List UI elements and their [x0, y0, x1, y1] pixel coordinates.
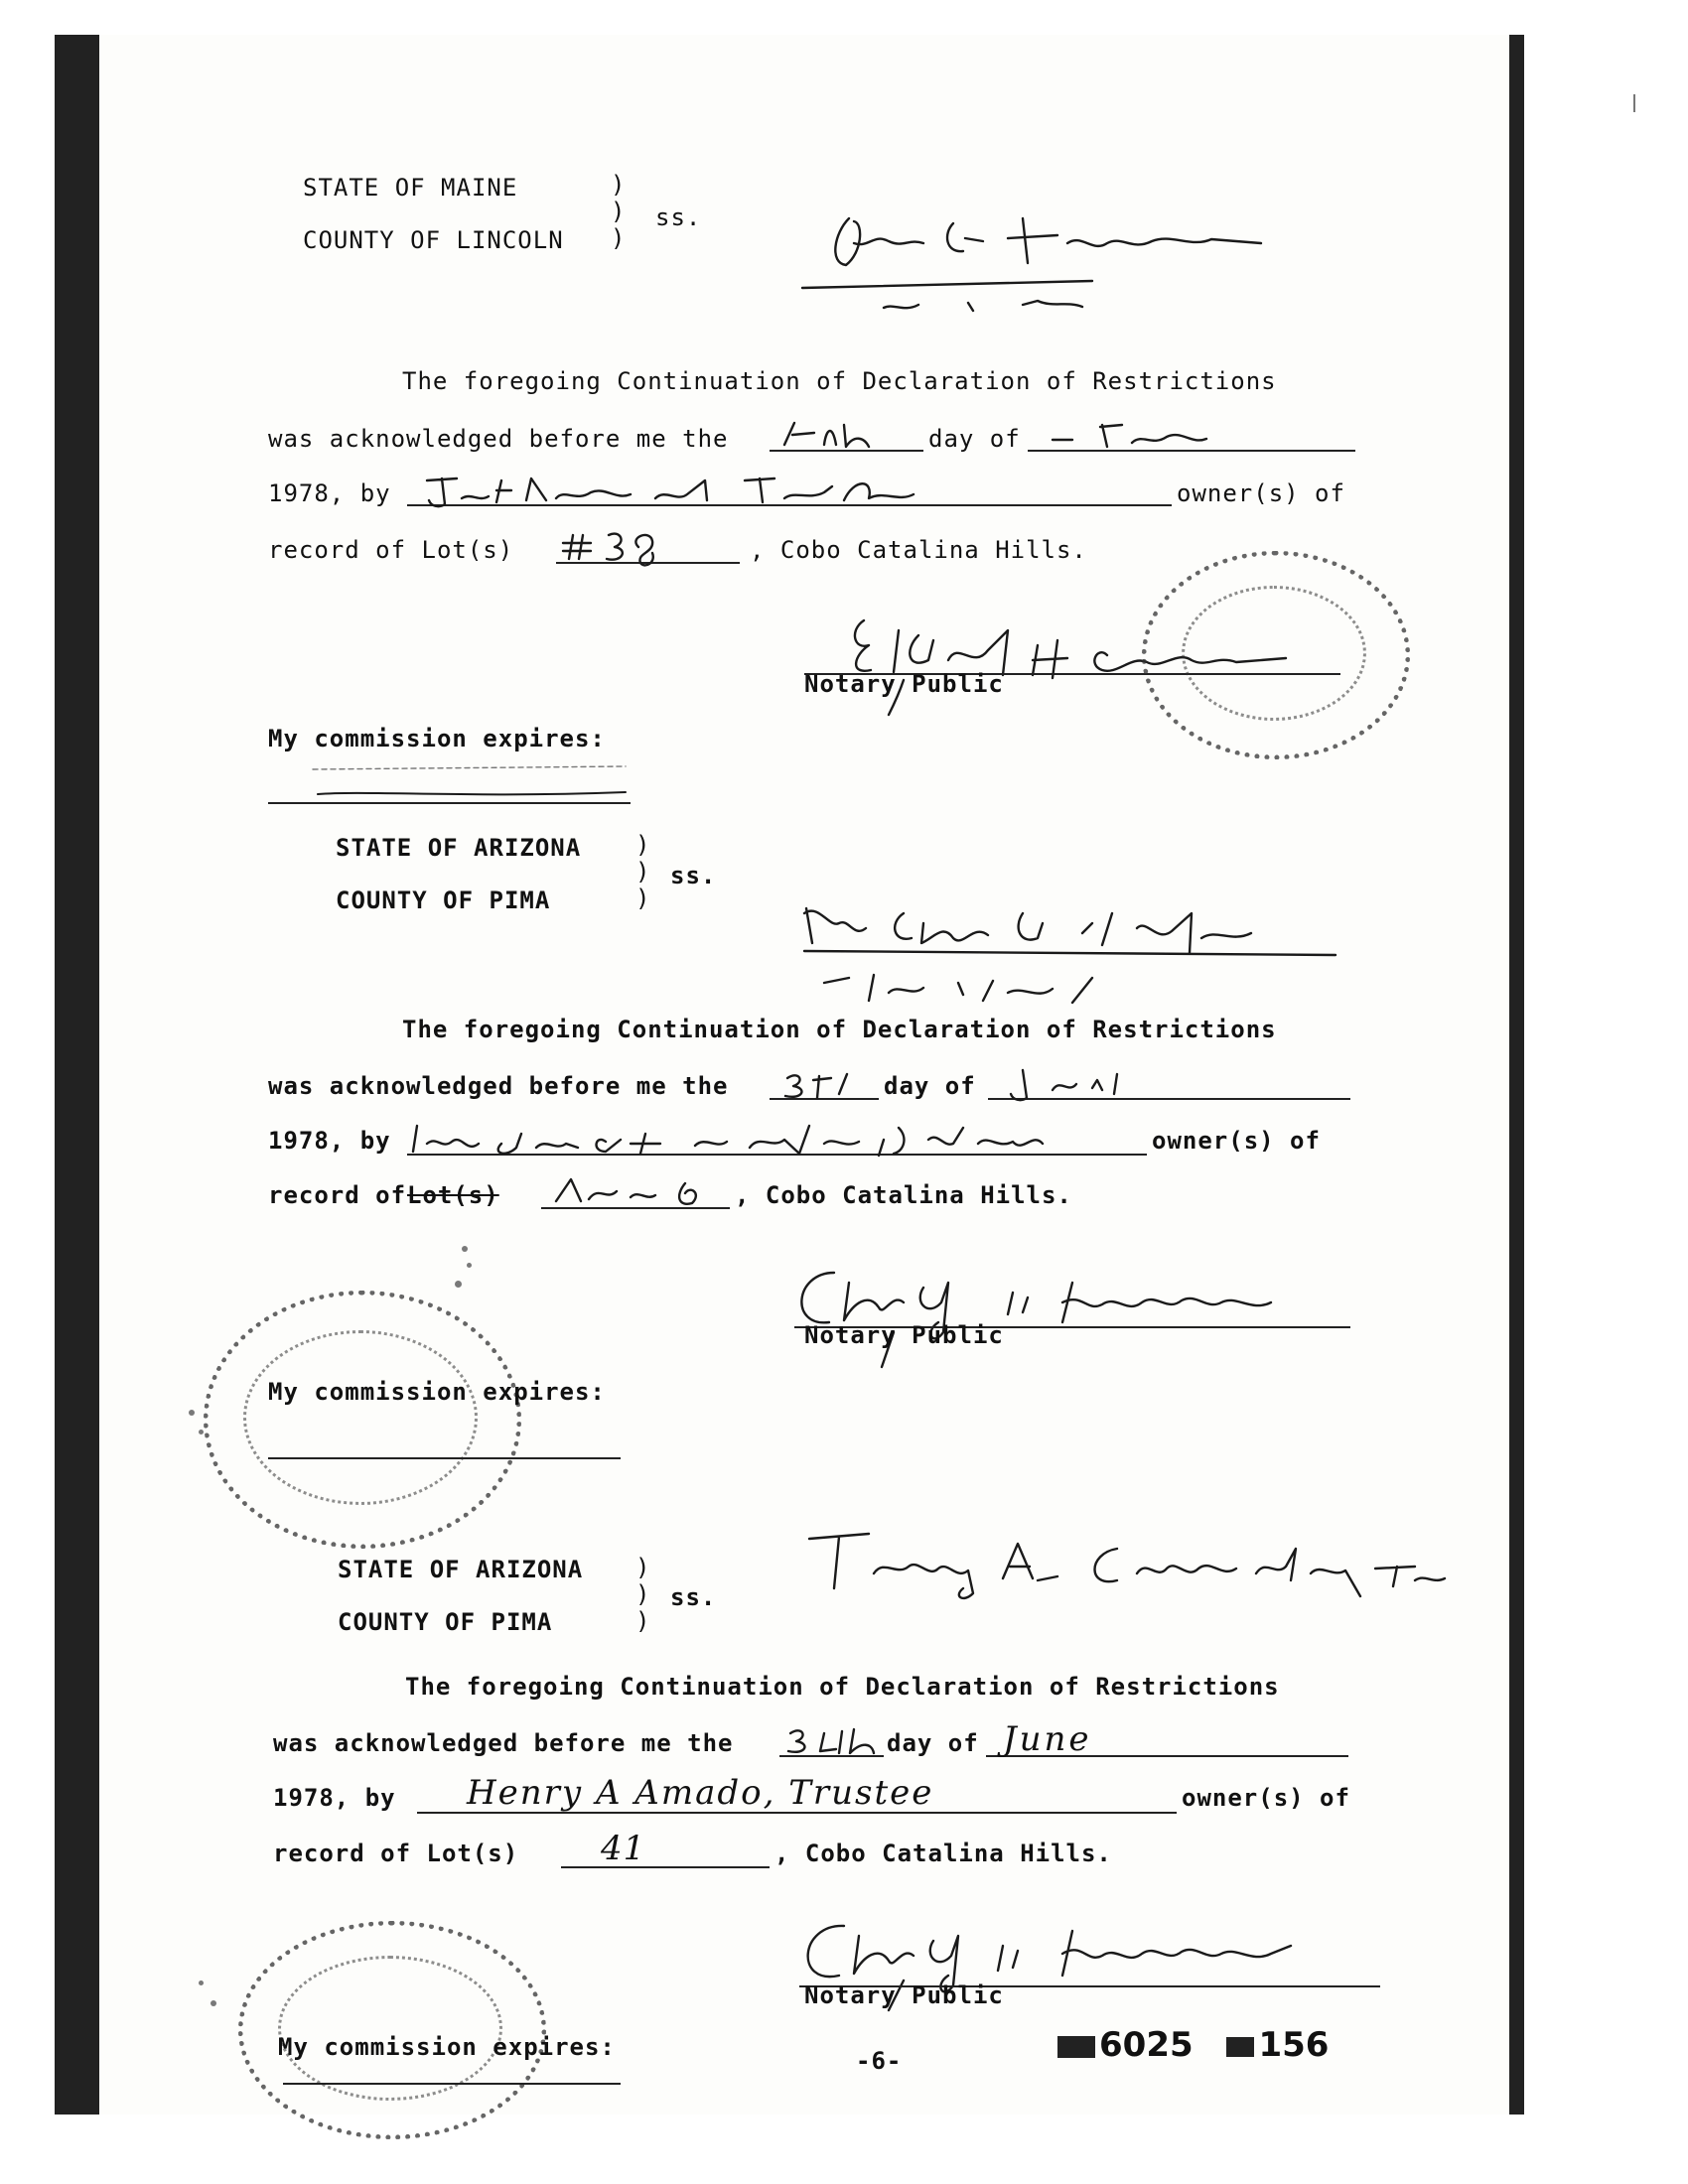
page-reference: 156	[1258, 2025, 1330, 2065]
handwritten-lot	[561, 523, 680, 568]
seal-speck	[189, 1410, 195, 1416]
bracket: ) ) )	[611, 171, 626, 252]
seal-speck	[462, 1246, 468, 1252]
handwritten-names-3: Henry A Amado, Trustee	[467, 1773, 934, 1813]
block3-owner: owner(s) of	[1182, 1784, 1350, 1812]
block2-year-by: 1978, by	[268, 1127, 391, 1155]
notary-1-label: Notary Public	[804, 670, 1004, 698]
block3-year-by: 1978, by	[273, 1784, 396, 1812]
footer-commission-line	[283, 2083, 621, 2085]
notary-seal-3-inner	[278, 1956, 502, 2101]
county-pima-1: COUNTY OF PIMA	[336, 887, 551, 914]
block1-line1: The foregoing Continuation of Declaration of Restrictions	[402, 367, 1277, 395]
block3-subdivision: , Cobo Catalina Hills.	[774, 1840, 1112, 1867]
block1-subdivision: , Cobo Catalina Hills.	[750, 536, 1087, 564]
page-number: -6-	[856, 2047, 903, 2075]
seal-speck	[199, 1430, 204, 1434]
block2-day-of: day of	[884, 1072, 976, 1100]
seal-speck	[467, 1263, 472, 1268]
signature-notary-2	[774, 1253, 1350, 1372]
handwritten-month-2	[1003, 1060, 1182, 1105]
signature-owners-arizona-1	[794, 884, 1350, 1013]
handwritten-day-3	[784, 1719, 894, 1759]
notary-3-label: Notary Public	[804, 1981, 1004, 2009]
handwritten-month	[1043, 415, 1241, 455]
signature-owner-amado	[789, 1519, 1465, 1608]
block3-commission-line	[268, 1457, 621, 1459]
block3-day-of: day of	[887, 1729, 979, 1757]
block2-record-prefix: record of	[268, 1181, 407, 1209]
block2-struck-lot: Lot(s)	[407, 1181, 499, 1209]
block1-year-by: 1978, by	[268, 479, 391, 507]
block1-ack-prefix: was acknowledged before me the	[268, 425, 729, 453]
handwritten-lot-2	[551, 1171, 730, 1211]
ss-label: ss.	[670, 862, 717, 889]
book-marker	[1057, 2025, 1329, 2065]
block3-lot-field	[561, 1866, 770, 1868]
ss-label: ss.	[670, 1583, 717, 1611]
county-lincoln: COUNTY OF LINCOLN	[303, 226, 564, 254]
block1-owner: owner(s) of	[1177, 479, 1345, 507]
commission-1-faint-text	[308, 754, 635, 804]
seal-speck	[211, 2000, 216, 2006]
notary-seal-1-inner	[1182, 586, 1366, 721]
block2-line1: The foregoing Continuation of Declaration of Restrictions	[402, 1016, 1277, 1043]
seal-speck	[455, 1281, 462, 1288]
book-stamp-mark	[1057, 2036, 1095, 2058]
handwritten-names-2	[407, 1114, 1152, 1161]
state-maine: STATE OF MAINE	[303, 174, 518, 202]
block3-commission: My commission expires:	[268, 1378, 606, 1406]
handwritten-month-3: June	[1003, 1719, 1092, 1759]
bracket: ) ) )	[635, 1554, 650, 1635]
state-arizona-1: STATE OF ARIZONA	[336, 834, 582, 862]
county-pima-2: COUNTY OF PIMA	[338, 1608, 553, 1636]
book-number: 6025	[1099, 2025, 1194, 2065]
block1-commission: My commission expires:	[268, 725, 606, 752]
block1-day-of: day of	[928, 425, 1021, 453]
signature-owner-hartman	[794, 194, 1331, 333]
block3-ack-prefix: was acknowledged before me the	[273, 1729, 734, 1757]
handwritten-day-2	[779, 1064, 879, 1104]
footer-commission: My commission expires:	[278, 2033, 616, 2061]
notary-2-label: Notary Public	[804, 1321, 1004, 1349]
ss-label: ss.	[655, 204, 702, 231]
block2-owner: owner(s) of	[1152, 1127, 1321, 1155]
block2-subdivision: , Cobo Catalina Hills.	[735, 1181, 1072, 1209]
state-arizona-2: STATE OF ARIZONA	[338, 1556, 584, 1583]
block2-ack-prefix: was acknowledged before me the	[268, 1072, 729, 1100]
seal-speck	[199, 1980, 204, 1985]
handwritten-lot-3: 41	[601, 1829, 646, 1868]
handwritten-names	[417, 469, 1013, 513]
notary-seal-2-inner	[243, 1330, 478, 1505]
block3-record-prefix: record of Lot(s)	[273, 1840, 519, 1867]
handwritten-day	[774, 415, 923, 455]
scan-artifact	[1633, 94, 1635, 112]
block3-line1: The foregoing Continuation of Declaration of Restrictions	[405, 1673, 1280, 1701]
bracket: ) ) )	[635, 831, 650, 912]
page-stamp-mark	[1226, 2037, 1254, 2057]
block1-record-prefix: record of Lot(s)	[268, 536, 514, 564]
